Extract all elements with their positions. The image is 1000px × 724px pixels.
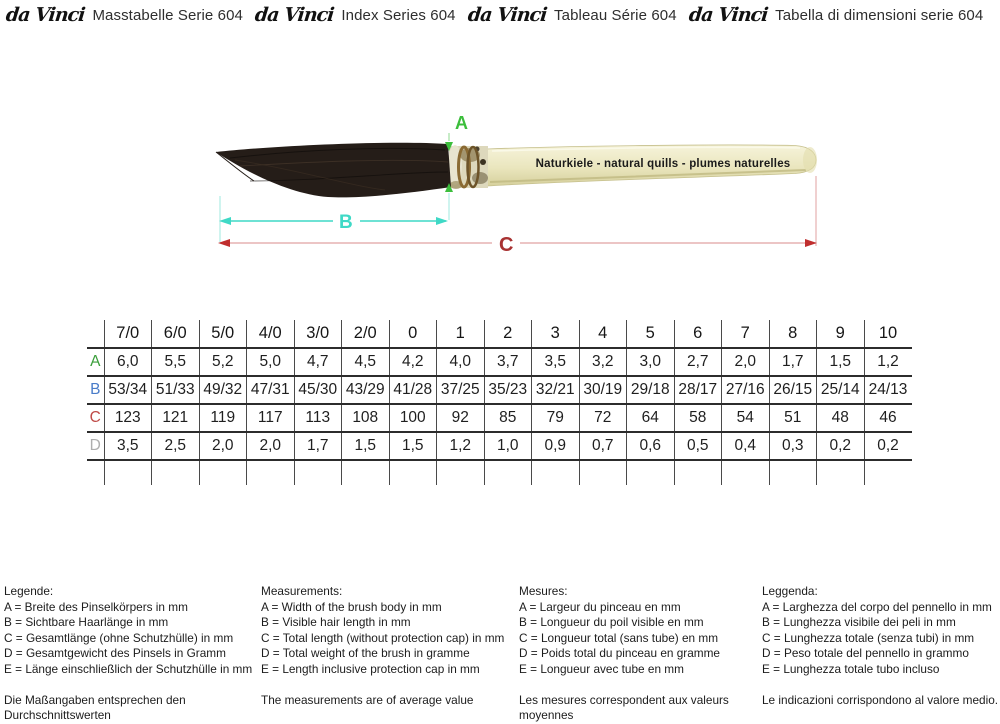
measurement-row-a — [87, 348, 912, 376]
legend-item: C = Lunghezza totale (senza tubi) in mm — [762, 630, 975, 645]
empty-cell — [674, 460, 722, 485]
size-column-header: 3 — [532, 320, 580, 348]
value-cell: 2,0 — [199, 432, 247, 460]
value-cell: 3,0 — [627, 348, 675, 376]
legend-item: B = Sichtbare Haarlänge in mm — [4, 615, 169, 630]
measurement-row-d — [87, 432, 912, 460]
size-column-header: 7/0 — [104, 320, 152, 348]
value-cell: 119 — [199, 404, 247, 432]
value-cell: 37/25 — [437, 376, 485, 404]
legend-note: Le indicazioni corrispondono al valore medio. — [762, 692, 999, 707]
value-cell: 0,6 — [627, 432, 675, 460]
brush-hair — [216, 143, 451, 198]
empty-cell — [342, 460, 390, 485]
legend-column-1 — [261, 584, 519, 708]
legend-item: C = Total length (without protection cap) in mm — [261, 630, 505, 645]
value-cell: 64 — [627, 404, 675, 432]
value-cell: 28/17 — [674, 376, 722, 404]
value-cell: 51 — [769, 404, 817, 432]
legend-item: B = Lunghezza visibile dei peli in mm — [762, 615, 956, 630]
empty-cell — [152, 460, 200, 485]
size-column-header: 10 — [864, 320, 912, 348]
value-cell: 41/28 — [389, 376, 437, 404]
value-cell: 25/14 — [817, 376, 865, 404]
legend-item: B = Longueur du poil visible en mm — [519, 615, 704, 630]
dimension-b-label: B — [339, 212, 353, 233]
size-column-header: 5/0 — [199, 320, 247, 348]
legend-note: Les mesures correspondent aux valeurs moyennes — [519, 692, 729, 723]
value-cell: 47/31 — [247, 376, 295, 404]
row-label: D — [87, 432, 104, 460]
value-cell: 0,5 — [674, 432, 722, 460]
value-cell: 54 — [722, 404, 770, 432]
brand-logo: da Vinci — [466, 4, 548, 26]
value-cell: 27/16 — [722, 376, 770, 404]
legend-title: Legende: — [4, 584, 54, 598]
value-cell: 51/33 — [152, 376, 200, 404]
value-cell: 46 — [864, 404, 912, 432]
legend-item: D = Peso totale del pennello in grammo — [762, 646, 969, 661]
value-cell: 26/15 — [769, 376, 817, 404]
value-cell: 117 — [247, 404, 295, 432]
header-title-3: Tabella di dimensioni serie 604 — [775, 6, 984, 24]
header-title-1: Index Series 604 — [341, 6, 456, 24]
value-cell: 113 — [294, 404, 342, 432]
header-title-0: Masstabelle Serie 604 — [92, 6, 243, 24]
dimension-c-label: C — [499, 234, 514, 256]
size-table — [87, 320, 912, 485]
size-column-header: 4 — [579, 320, 627, 348]
empty-cell — [389, 460, 437, 485]
legend-item: A = Larghezza del corpo del pennello in mm — [762, 599, 992, 614]
size-column-header: 9 — [817, 320, 865, 348]
value-cell: 72 — [579, 404, 627, 432]
empty-cell — [722, 460, 770, 485]
measurement-row-c — [87, 404, 912, 432]
empty-cell — [627, 460, 675, 485]
legend-item: E = Lunghezza totale tubo incluso — [762, 661, 940, 676]
size-column-header: 4/0 — [247, 320, 295, 348]
value-cell: 1,2 — [437, 432, 485, 460]
size-column-header: 3/0 — [294, 320, 342, 348]
empty-cell — [247, 460, 295, 485]
row-label: A — [87, 348, 104, 376]
corner-cell — [87, 320, 104, 348]
dimension-a-label: A — [455, 113, 468, 133]
value-cell: 108 — [342, 404, 390, 432]
brush-figure — [0, 0, 1000, 290]
empty-row — [87, 460, 912, 485]
legend-item: E = Länge einschließlich der Schutzhülle in mm — [4, 661, 253, 676]
value-cell: 1,0 — [484, 432, 532, 460]
empty-cell — [817, 460, 865, 485]
legend-item: A = Width of the brush body in mm — [261, 599, 442, 614]
size-table-section — [87, 320, 912, 485]
empty-cell — [104, 460, 152, 485]
empty-cell — [294, 460, 342, 485]
legend-note: Die Maßangaben entsprechen den Durchschnittswerten — [4, 692, 186, 723]
empty-cell — [437, 460, 485, 485]
value-cell: 5,0 — [247, 348, 295, 376]
brand-logo: da Vinci — [4, 4, 86, 26]
value-cell: 1,5 — [389, 432, 437, 460]
legend-item: A = Breite des Pinselkörpers in mm — [4, 599, 188, 614]
legend-item: D = Total weight of the brush in gramme — [261, 646, 470, 661]
size-column-header: 6/0 — [152, 320, 200, 348]
value-cell: 2,0 — [247, 432, 295, 460]
value-cell: 0,7 — [579, 432, 627, 460]
brand-logo: da Vinci — [687, 4, 769, 26]
value-cell: 121 — [152, 404, 200, 432]
legend-item: E = Length inclusive protection cap in mm — [261, 661, 480, 676]
value-cell: 6,0 — [104, 348, 152, 376]
value-cell: 3,7 — [484, 348, 532, 376]
value-cell: 53/34 — [104, 376, 152, 404]
value-cell: 30/19 — [579, 376, 627, 404]
value-cell: 29/18 — [627, 376, 675, 404]
legend-note: The measurements are of average value — [261, 692, 474, 707]
value-cell: 43/29 — [342, 376, 390, 404]
legend-title: Measurements: — [261, 584, 343, 598]
legend-column-0 — [4, 584, 260, 724]
legend-item: D = Gesamtgewicht des Pinsels in Gramm — [4, 646, 226, 661]
value-cell: 3,2 — [579, 348, 627, 376]
header-title-2: Tableau Série 604 — [554, 6, 677, 24]
value-cell: 92 — [437, 404, 485, 432]
empty-cell — [199, 460, 247, 485]
legend-title: Leggenda: — [762, 584, 818, 598]
value-cell: 4,7 — [294, 348, 342, 376]
value-cell: 1,7 — [294, 432, 342, 460]
brush-ferrule — [448, 145, 488, 189]
handle-end — [803, 147, 817, 173]
value-cell: 4,0 — [437, 348, 485, 376]
legend-item: C = Gesamtlänge (ohne Schutzhülle) in mm — [4, 630, 234, 645]
size-column-header: 8 — [769, 320, 817, 348]
value-cell: 79 — [532, 404, 580, 432]
size-column-header: 6 — [674, 320, 722, 348]
row-label: B — [87, 376, 104, 404]
legend-item: D = Poids total du pinceau en gramme — [519, 646, 720, 661]
empty-cell — [769, 460, 817, 485]
legend-item: B = Visible hair length in mm — [261, 615, 411, 630]
legend-item: A = Largeur du pinceau en mm — [519, 599, 681, 614]
value-cell: 2,7 — [674, 348, 722, 376]
value-cell: 0,4 — [722, 432, 770, 460]
row-label: C — [87, 404, 104, 432]
size-column-header: 2 — [484, 320, 532, 348]
empty-cell — [87, 460, 104, 485]
value-cell: 48 — [817, 404, 865, 432]
legend-column-3 — [762, 584, 1000, 708]
value-cell: 3,5 — [532, 348, 580, 376]
value-cell: 4,5 — [342, 348, 390, 376]
empty-cell — [532, 460, 580, 485]
size-column-header: 0 — [389, 320, 437, 348]
handle-label: Naturkiele - natural quills - plumes naturelles — [535, 158, 791, 170]
size-header-row — [87, 320, 912, 348]
legend-item: E = Longueur avec tube en mm — [519, 661, 684, 676]
dimension-b — [219, 196, 448, 242]
empty-cell — [864, 460, 912, 485]
value-cell: 35/23 — [484, 376, 532, 404]
value-cell: 1,5 — [342, 432, 390, 460]
value-cell: 0,9 — [532, 432, 580, 460]
legend-item: C = Longueur total (sans tube) en mm — [519, 630, 719, 645]
brush-handle — [487, 145, 817, 186]
size-column-header: 7 — [722, 320, 770, 348]
size-column-header: 5 — [627, 320, 675, 348]
value-cell: 4,2 — [389, 348, 437, 376]
brand-logo: da Vinci — [253, 4, 335, 26]
value-cell: 0,3 — [769, 432, 817, 460]
value-cell: 85 — [484, 404, 532, 432]
value-cell: 1,5 — [817, 348, 865, 376]
value-cell: 123 — [104, 404, 152, 432]
value-cell: 32/21 — [532, 376, 580, 404]
value-cell: 49/32 — [199, 376, 247, 404]
legend-title: Mesures: — [519, 584, 568, 598]
empty-cell — [579, 460, 627, 485]
size-column-header: 1 — [437, 320, 485, 348]
size-column-header: 2/0 — [342, 320, 390, 348]
value-cell: 1,2 — [864, 348, 912, 376]
value-cell: 0,2 — [817, 432, 865, 460]
value-cell: 0,2 — [864, 432, 912, 460]
value-cell: 100 — [389, 404, 437, 432]
value-cell: 1,7 — [769, 348, 817, 376]
empty-cell — [484, 460, 532, 485]
value-cell: 58 — [674, 404, 722, 432]
value-cell: 5,5 — [152, 348, 200, 376]
value-cell: 2,0 — [722, 348, 770, 376]
value-cell: 24/13 — [864, 376, 912, 404]
measurement-row-b — [87, 376, 912, 404]
value-cell: 45/30 — [294, 376, 342, 404]
legend-column-2 — [519, 584, 765, 724]
value-cell: 2,5 — [152, 432, 200, 460]
value-cell: 3,5 — [104, 432, 152, 460]
value-cell: 5,2 — [199, 348, 247, 376]
